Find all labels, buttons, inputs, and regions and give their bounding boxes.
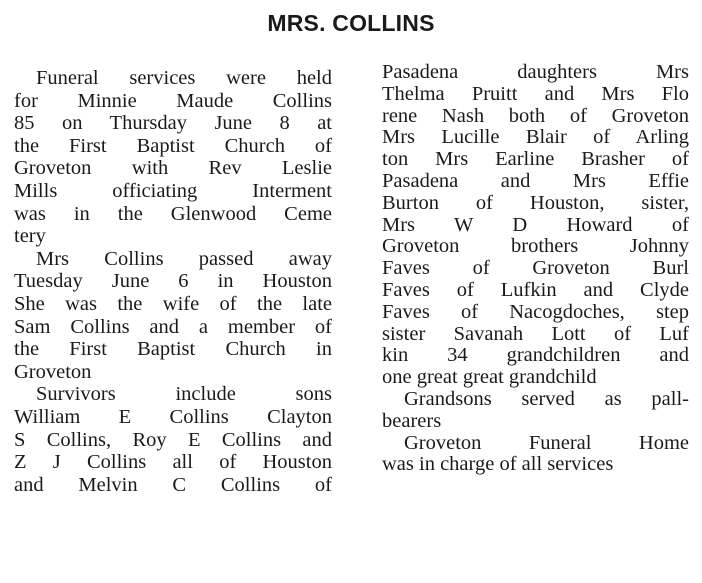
text-line: Thelma Pruitt and Mrs Flo bbox=[382, 83, 689, 105]
text-line: was in the Glenwood Ceme bbox=[14, 202, 332, 225]
text-line: Groveton bbox=[14, 360, 92, 383]
text-line: the First Baptist Church of bbox=[14, 134, 332, 157]
text-line: Mrs Lucille Blair of Arling bbox=[382, 127, 689, 149]
text-line: one great great grandchild bbox=[382, 367, 597, 389]
text-line: Funeral services were held bbox=[36, 67, 332, 89]
text-line: 85 on Thursday June 8 at bbox=[14, 112, 332, 135]
text-line: rene Nash both of Groveton bbox=[382, 105, 689, 127]
text-line: Z J Collins all of Houston bbox=[14, 451, 332, 474]
text-line: Groveton with Rev Leslie bbox=[14, 157, 332, 180]
headline: MRS. COLLINS bbox=[267, 10, 435, 36]
text-line: Groveton Funeral Home bbox=[404, 432, 689, 454]
text-line: She was the wife of the late bbox=[14, 292, 332, 315]
text-line: Pasadena and Mrs Effie bbox=[382, 170, 689, 192]
text-line: Sam Collins and a member of bbox=[14, 315, 332, 338]
text-line: William E Collins Clayton bbox=[14, 405, 332, 428]
text-line: Burton of Houston, sister, bbox=[382, 192, 689, 214]
text-line: bearers bbox=[382, 410, 442, 432]
text-line: Survivors include sons bbox=[36, 383, 332, 406]
text-line: Faves of Nacogdoches, step bbox=[382, 301, 689, 323]
text-line: Groveton brothers Johnny bbox=[382, 236, 689, 258]
text-line: S Collins, Roy E Collins and bbox=[14, 428, 332, 451]
text-line: for Minnie Maude Collins bbox=[14, 89, 332, 112]
text-line: Pasadena daughters Mrs bbox=[382, 62, 689, 83]
text-line: kin 34 grandchildren and bbox=[382, 345, 689, 367]
right-column bbox=[382, 62, 689, 476]
text-line: Mrs Collins passed away bbox=[36, 247, 332, 270]
text-line: and Melvin C Collins of bbox=[14, 473, 332, 496]
text-line: Tuesday June 6 in Houston bbox=[14, 270, 332, 293]
text-line: Grandsons served as pall- bbox=[404, 388, 689, 410]
text-line: Faves of Groveton Burl bbox=[382, 258, 689, 280]
text-line: Mills officiating Interment bbox=[14, 179, 332, 202]
text-line: sister Savanah Lott of Luf bbox=[382, 323, 689, 345]
text-line: tery bbox=[14, 225, 46, 248]
text-line: was in charge of all services bbox=[382, 454, 614, 476]
text-line: the First Baptist Church in bbox=[14, 338, 332, 361]
text-line: Faves of Lufkin and Clyde bbox=[382, 279, 689, 301]
left-column bbox=[14, 67, 332, 496]
text-line: ton Mrs Earline Brasher of bbox=[382, 149, 689, 171]
text-line: Mrs W D Howard of bbox=[382, 214, 689, 236]
